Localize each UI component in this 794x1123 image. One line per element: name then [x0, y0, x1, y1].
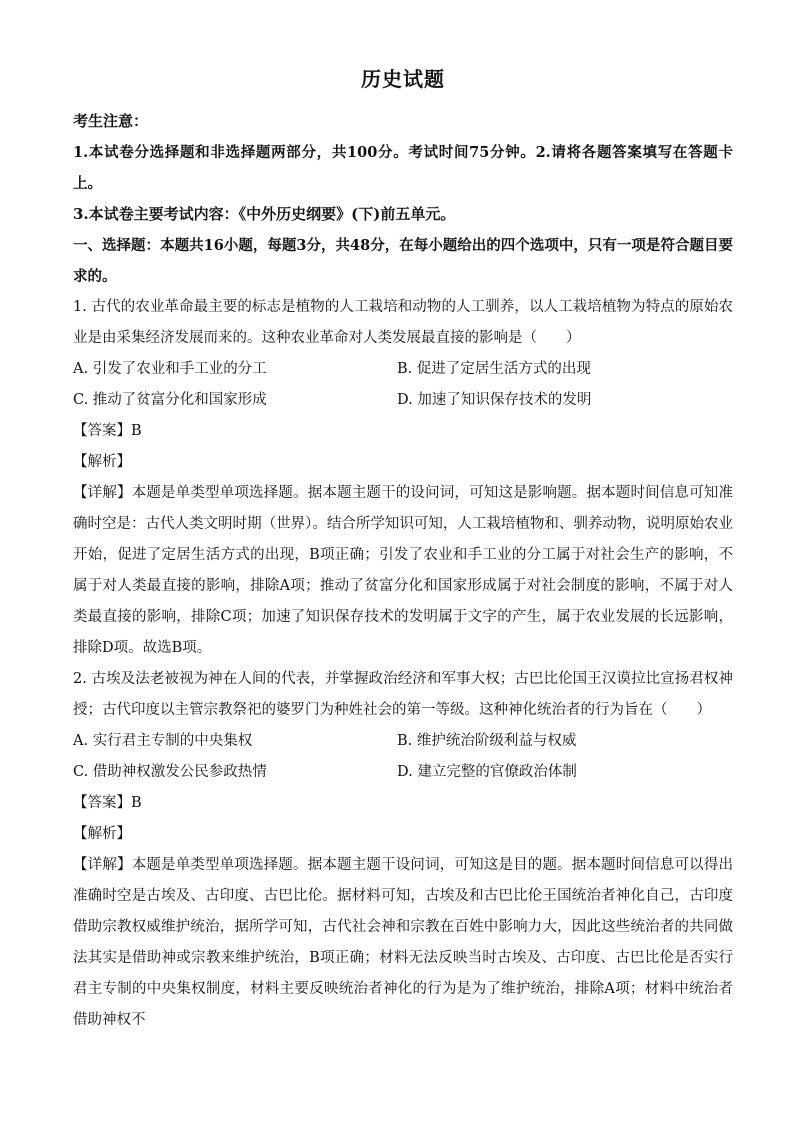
detail-text: 本题是单类型单项选择题。据本题主题干设问词，可知这是目的题。据本题时间信息可以得出准确时空是古埃及、古印度、古巴比伦。据材料可知，古埃及和古巴比伦王国统治者神化自己，古印度借助宗教权威维护统治，据所学可知，古代社会神和宗教在百姓中影响力大，因此这些统治者的共同做法其实是借助神或宗教来维护统治，B项正确；材料无法反映当时古埃及、古印度、古巴比伦是否实行君主专制的中央集权制度，材料主要反映统治者神化的行为是为了维护统治，排除A项；材料中统治者借助神权不: [73, 857, 734, 1028]
detail-paragraph: [73, 478, 733, 664]
question-options: [73, 354, 733, 416]
detail-paragraph: [73, 850, 733, 1036]
option-b: B. 维护统治阶级利益与权威: [397, 733, 577, 749]
page-title: 历史试题: [361, 67, 445, 91]
analysis-label: 【解析】: [73, 826, 131, 842]
notice-item-3: 3.本试卷主要考试内容：《中外历史纲要》(下)前五单元。: [73, 205, 456, 223]
answer-label: 【答案】B: [73, 423, 142, 439]
option-b: B. 促进了定居生活方式的出现: [397, 361, 591, 377]
question-1: [73, 292, 733, 664]
question-2: [73, 664, 733, 1036]
notice-item-1: 1.本试卷分选择题和非选择题两部分，共100分。考试时间75分钟。2.请将各题答案填写在答题卡上。: [73, 144, 733, 192]
notice-heading: 考生注意：: [73, 112, 149, 130]
option-c: C. 借助神权激发公民参政热情: [73, 764, 267, 780]
section-heading: 一、选择题：本题共16小题，每题3分，共48分，在每小题给出的四个选项中，只有一项是符合题目要求的。: [73, 237, 733, 285]
question-stem: 2. 古埃及法老被视为神在人间的代表，并掌握政治经济和军事大权；古巴比伦国王汉谟拉比宣扬君权神授；古代印度以主管宗教祭祀的婆罗门为种姓社会的第一等级。这种神化统治者的行为旨在（ ）: [73, 671, 733, 718]
question-stem: 1. 古代的农业革命最主要的标志是植物的人工栽培和动物的人工驯养，以人工栽培植物为特点的原始农业是由采集经济发展而来的。这种农业革命对人类发展最直接的影响是（ ）: [73, 299, 733, 346]
detail-label: 【详解】: [73, 485, 132, 501]
option-d: D. 建立完整的官僚政治体制: [397, 764, 577, 780]
question-options: [73, 726, 733, 788]
detail-label: 【详解】: [73, 857, 132, 873]
detail-text: 本题是单类型单项选择题。据本题主题干的设问词，可知这是影响题。据本题时间信息可知准确时空是：古代人类文明时期（世界）。结合所学知识可知，人工栽培植物和、驯养动物，说明原始农业开始，促进了定居生活方式的出现，B项正确；引发了农业和手工业的分工属于对社会生产的影响，不属于对人类最直接的影响，排除A项；推动了贫富分化和国家形成属于对社会制度的影响，不属于对人类最直接的影响，排除C项；加速了知识保存技术的发明属于文字的产生，属于农业发展的长远影响，排除D项。故选B项。: [73, 485, 734, 656]
option-d: D. 加速了知识保存技术的发明: [397, 392, 592, 408]
option-a: A. 实行君主专制的中央集权: [73, 733, 253, 749]
analysis-label: 【解析】: [73, 454, 131, 470]
option-c: C. 推动了贫富分化和国家形成: [73, 392, 267, 408]
option-a: A. 引发了农业和手工业的分工: [73, 361, 267, 377]
exam-page: [73, 62, 733, 1036]
answer-label: 【答案】B: [73, 795, 142, 811]
